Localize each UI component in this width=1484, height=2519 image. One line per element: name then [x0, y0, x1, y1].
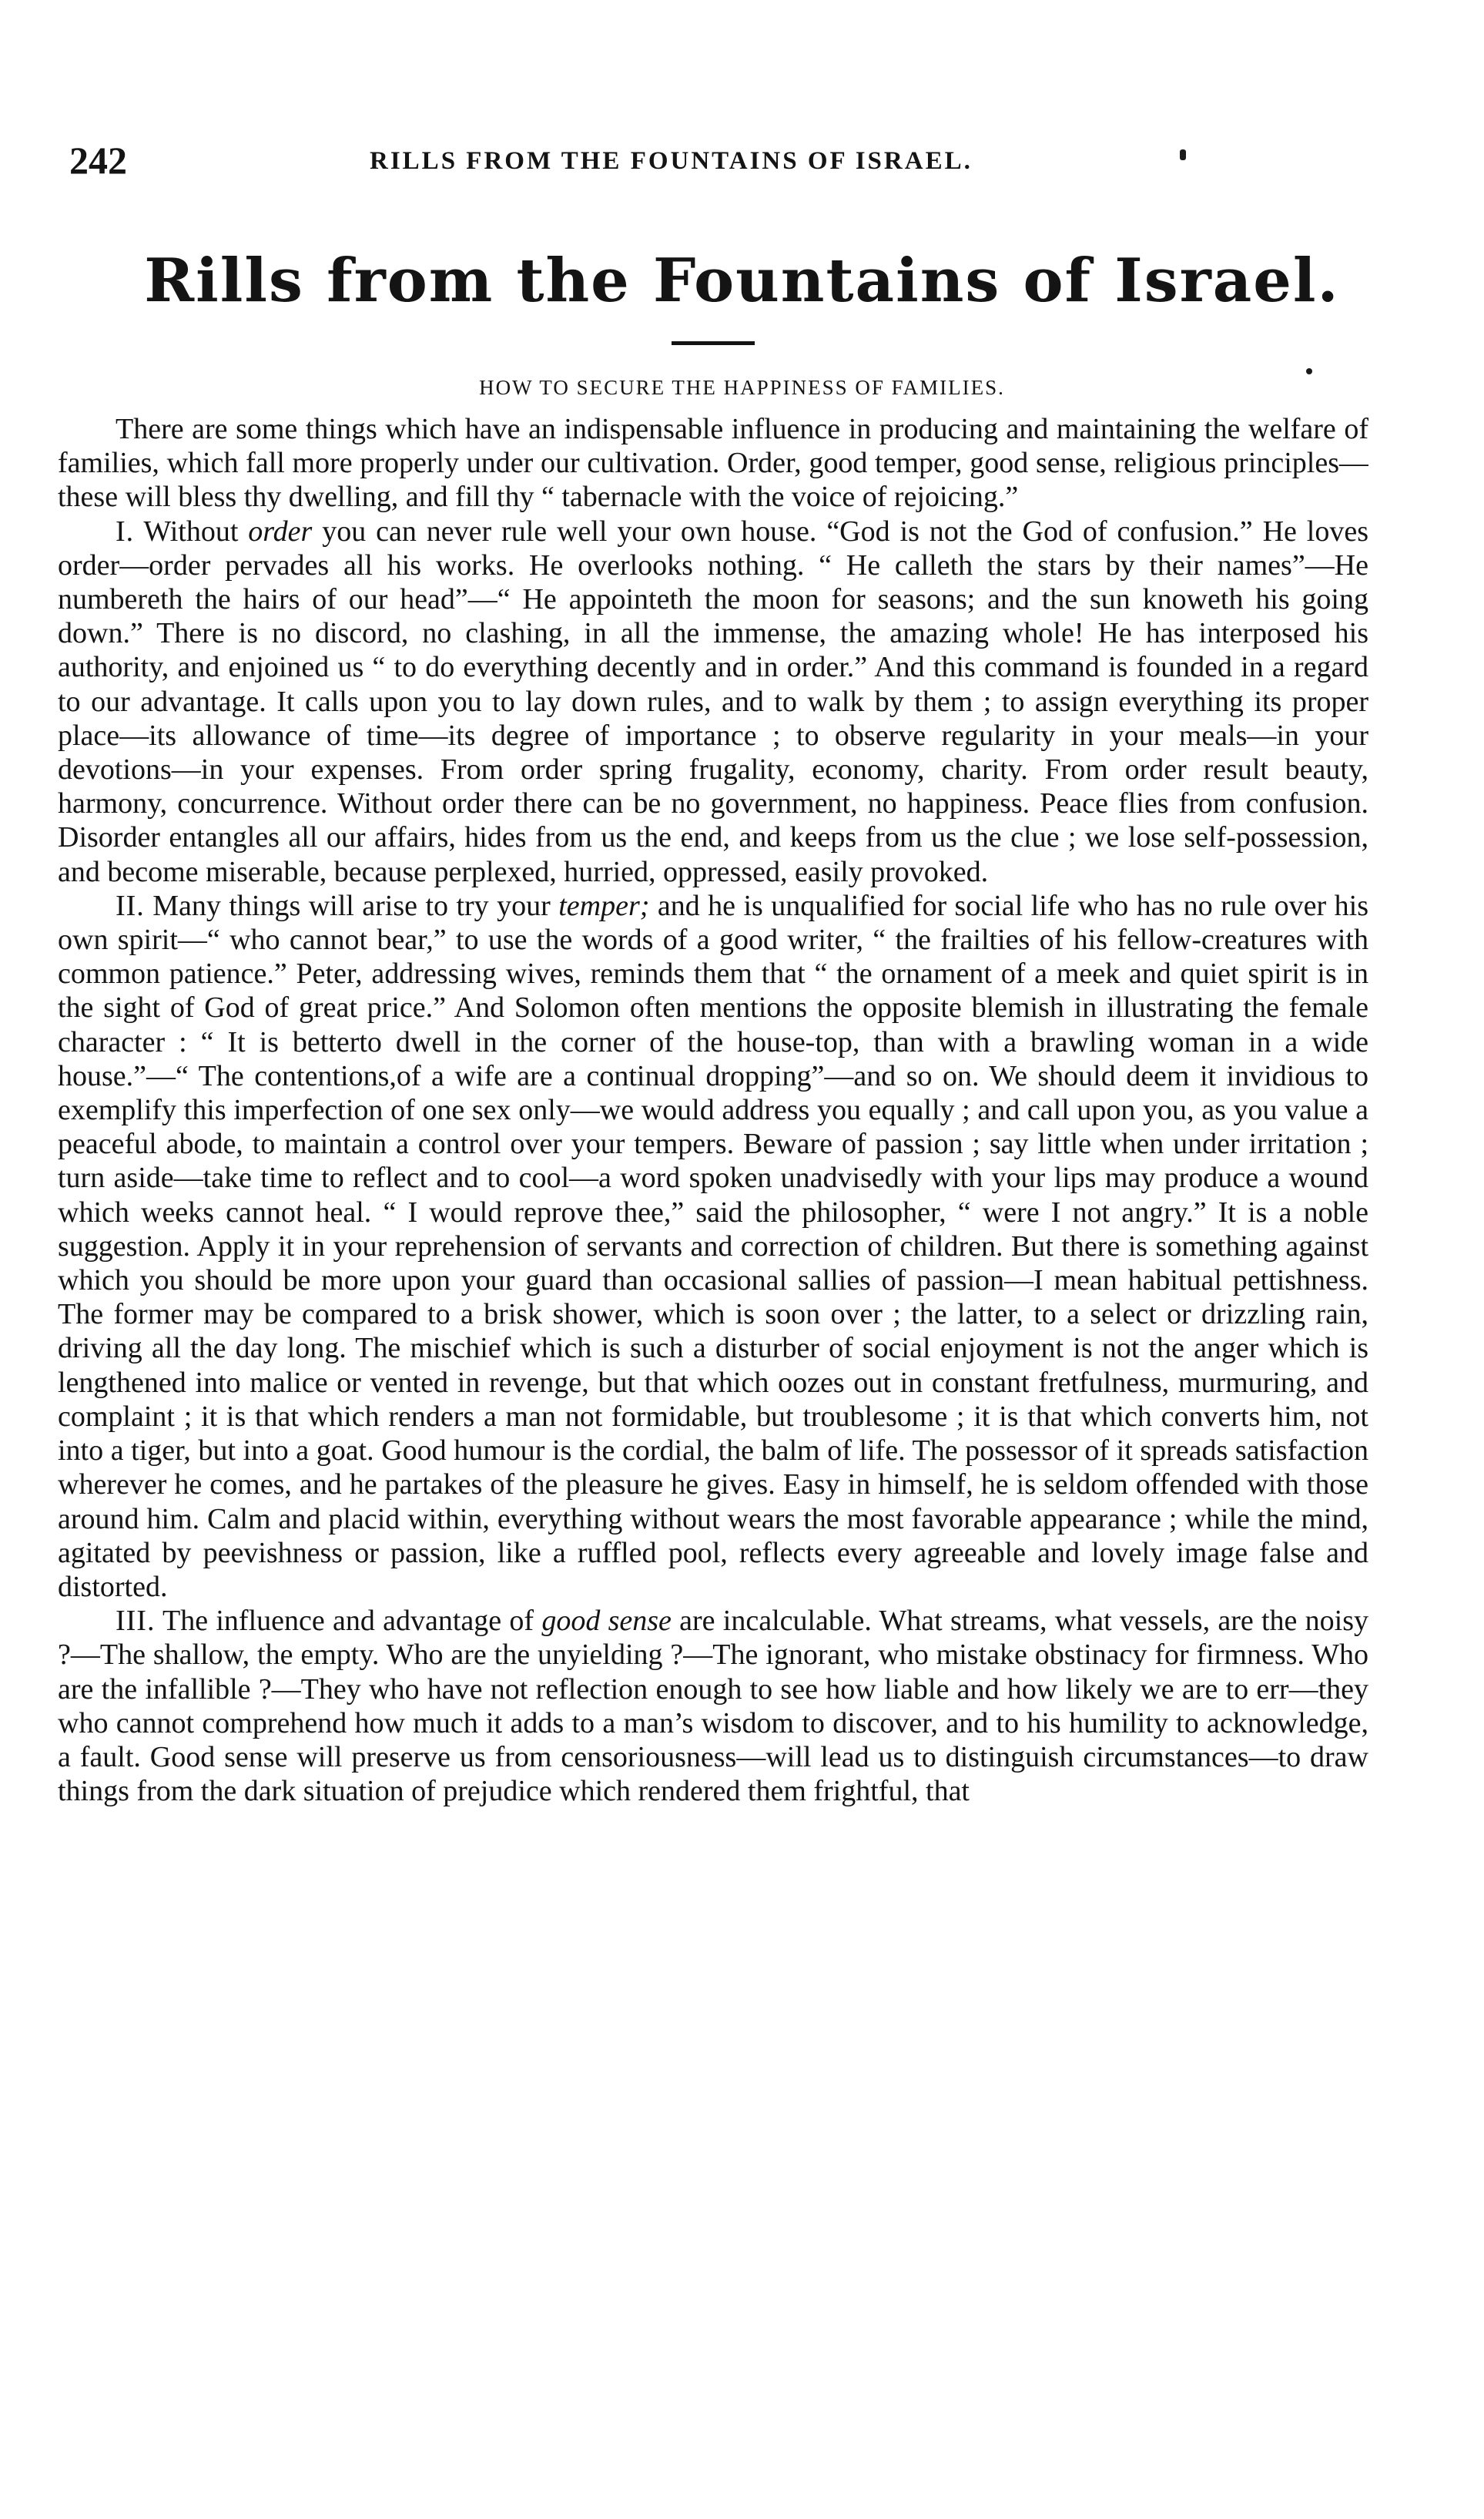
- running-title: RILLS FROM THE FOUNTAINS OF ISRAEL.: [370, 147, 973, 175]
- paragraph-numeral: I.: [116, 515, 135, 548]
- paragraph-text: Many things will arise to try your: [144, 889, 559, 922]
- paragraph-temper: [58, 889, 1368, 1604]
- paragraph-key-term: temper;: [558, 889, 650, 922]
- paragraph-intro: [58, 412, 1368, 515]
- paragraph-order: [58, 515, 1368, 889]
- paragraph-text: There are some things which have an indispensable influence in producing and maintaining the welfare of families, which fall more properly under our cultivation. Order, good temper, good sense, religious principles—these will bless thy dwelling, and fill thy “ tabernacle with the voice of rejoicing.”: [58, 413, 1368, 514]
- paragraph-key-term: good sense: [541, 1605, 672, 1638]
- ink-speck: [1180, 149, 1186, 160]
- paragraph-numeral: III.: [116, 1605, 156, 1638]
- ink-dot: [1306, 368, 1312, 374]
- section-heading: HOW TO SECURE THE HAPPINESS OF FAMILIES.: [479, 376, 1005, 399]
- paragraph-text-continued: you can never rule well your own house. “God is not the God of confusion.” He loves order—order pervades all his works. He overlooks nothing. “ He calleth the stars by their names”—He numbereth the hairs of our head”—“ He appointeth the moon for seasons; and the sun knoweth his going down.” There is no discord, no clashing, in all the immense, the amazing whole! He has interposed his authority, and enjoined us “ to do everything decently and in order.” And this command is founded in a regard to our advantage. It calls upon you to lay down rules, and to walk by them ; to assign everything its proper place—its allowance of time—its degree of importance ; to observe regularity in your meals—in your devotions—in your expenses. From order spring frugality, economy, charity. From order result beauty, harmony, concurrence. Without order there can be no government, no happiness. Peace flies from confusion. Disorder entangles all our affairs, hides from us the end, and keeps from us the clue ; we lose self-possession, and become miserable, because perplexed, hurried, oppressed, easily provoked.: [58, 515, 1368, 888]
- paragraph-good-sense: [58, 1604, 1368, 1808]
- paragraph-numeral: II.: [116, 889, 145, 922]
- paragraph-key-term: order: [248, 515, 313, 548]
- paragraph-text-continued: and he is unqualified for social life who has no rule over his own spirit—“ who cannot bear,” to use the words of a good writer, “ the frailties of his fellow-creatures with common patience.” Peter, addressing wives, reminds them that “ the ornament of a meek and quiet spirit is in the sight of God of great price.” And Solomon often mentions the opposite blemish in illustrating the female character : “ It is betterto dwell in the corner of the house-top, than with a brawling woman in a wide house.”—“ The contentions,of a wife are a continual dropping”—and so on. We should deem it invidious to exemplify this imperfection of one sex only—we would address you equally ; and call upon you, as you value a peaceful abode, to maintain a control over your tempers. Beware of passion ; say little when under irritation ; turn aside—take time to reflect and to cool—a word spoken unadvisedly with your lips may produce a wound which weeks cannot heal. “ I would reprove thee,” said the philosopher, “ were I not angry.” It is a noble suggestion. Apply it in your reprehension of servants and correction of children. But there is something against which you should be more upon your guard than occasional sallies of passion—I mean habitual pettishness. The former may be compared to a brisk shower, which is soon over ; the latter, to a select or drizzling rain, driving all the day long. The mischief which is such a disturber of social enjoyment is not the anger which is lengthened into malice or vented in revenge, but that which oozes out in constant fretfulness, murmuring, and complaint ; it is that which renders a man not formidable, but troublesome ; it is that which converts him, not into a tiger, but into a goat. Good humour is the cordial, the balm of life. The possessor of it spreads satisfaction wherever he comes, and he partakes of the pleasure he gives. Easy in himself, he is seldom offended with those around him. Calm and placid within, everything without wears the most favorable appearance ; while the mind, agitated by peevishness or passion, like a ruffled pool, reflects every agreeable and lovely image false and distorted.: [58, 889, 1368, 1603]
- title-rule: [672, 341, 755, 345]
- paragraph-text: The influence and advantage of: [155, 1605, 542, 1638]
- page-number: 242: [69, 139, 127, 182]
- article-title: Rills from the Fountains of Israel.: [144, 246, 1340, 316]
- article-body: [58, 412, 1368, 2454]
- running-header: [69, 137, 1378, 183]
- paragraph-text: Without: [134, 515, 249, 548]
- paragraph-text-continued: are incalculable. What streams, what vessels, are the noisy ?—The shallow, the empty. Who are the unyielding ?—The ignorant, who mistake obstinacy for firmness. Who are the infallible ?—They who have not reflection enough to see how liable and how likely we are to err—they who cannot comprehend how much it adds to a man’s wisdom to discover, and to his humility to acknowledge, a fault. Good sense will preserve us from censoriousness—will lead us to distinguish circumstances—to draw things from the dark situation of prejudice which rendered them frightful, that: [58, 1605, 1368, 1808]
